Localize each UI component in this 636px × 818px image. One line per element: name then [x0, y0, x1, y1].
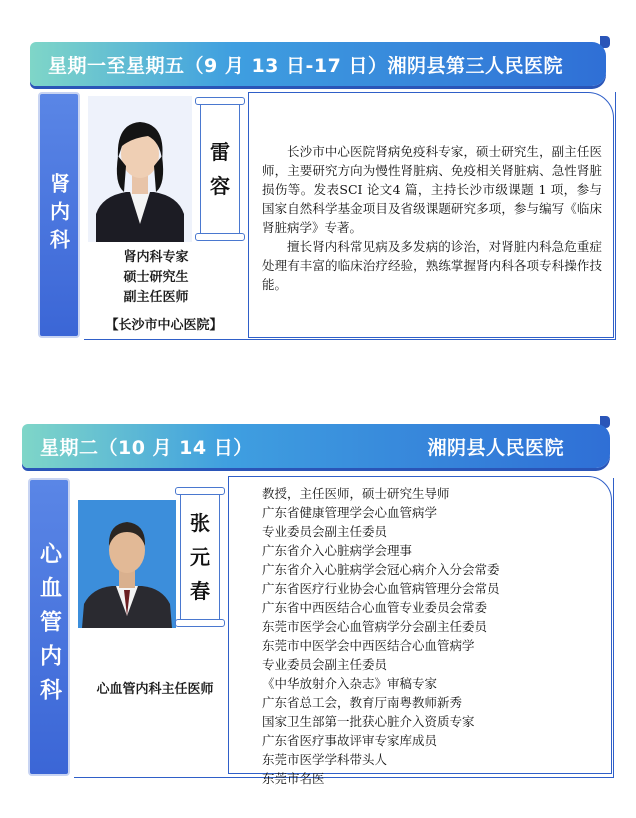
bio-line: 广东省介入心脏病学会理事 — [262, 543, 413, 558]
doctor-hospital: 【长沙市中心医院】 — [105, 318, 223, 333]
doctor-photo-lei-rong — [88, 96, 192, 242]
bio-line: 教授，主任医师，硕士研究生导师 — [262, 486, 450, 501]
doctor-titles — [80, 680, 230, 700]
doctor-name-scroll — [180, 490, 220, 624]
doctor-title-line: 硕士研究生 — [123, 270, 189, 285]
banner-date: 星期二（10 月 14 日） — [40, 436, 253, 459]
bio-line: 广东省总工会，教育厅南粤教师新秀 — [262, 695, 463, 710]
doctor-title-line: 肾内科专家 — [123, 250, 189, 265]
bio-line: 专业委员会副主任委员 — [262, 657, 388, 672]
doctor-bio — [262, 142, 602, 294]
bio-line: 东莞市医学会心血管病学分会副主任委员 — [262, 619, 488, 634]
bio-line: 广东省医疗行业协会心血管病管理分会常员 — [262, 581, 500, 596]
bio-line: 东莞市名医 — [262, 771, 325, 786]
bio-paragraph: 长沙市中心医院肾病免疫科专家，硕士研究生，副主任医师，主要研究方向为慢性肾脏病、免疫相关肾脏病、急性肾脏损伤等。发表SCI 论文4 篇，主持长沙市级课题 1 项，参与国家自然科学基金项目及省级课题研究多项，参与编写《临床肾脏病学》专著。 — [262, 144, 602, 235]
bio-line: 《中华放射介入杂志》审稿专家 — [262, 676, 438, 691]
banner-hospital: 湘阴县人民医院 — [427, 436, 564, 459]
department-label-nephrology: 肾内科 — [38, 92, 80, 338]
bio-line: 广东省中西医结合心血管专业委员会常委 — [262, 600, 488, 615]
schedule-banner-2 — [22, 424, 610, 468]
doctor-title-line: 心血管内科主任医师 — [96, 682, 214, 697]
bio-line: 广东省介入心脏病学会冠心病介入分会常委 — [262, 562, 500, 577]
department-label-cardiology: 心血管内科 — [28, 478, 70, 776]
doctor-title-line: 副主任医师 — [123, 290, 189, 305]
doctor-name-scroll — [200, 100, 240, 238]
doctor-name-char: 容 — [210, 174, 230, 198]
bio-line: 东莞市医学学科带头人 — [262, 752, 388, 767]
doctor-name-char: 张 — [190, 511, 210, 535]
bio-line: 专业委员会副主任委员 — [262, 524, 388, 539]
banner-title: 星期一至星期五（9 月 13 日-17 日）湘阴县第三人民医院 — [48, 54, 563, 77]
schedule-banner-1 — [30, 42, 606, 86]
doctor-name-char: 雷 — [210, 140, 230, 164]
doctor-photo-zhang-yuanchun — [78, 500, 176, 628]
bio-line: 广东省医疗事故评审专家库成员 — [262, 733, 438, 748]
doctor-name-char: 元 — [190, 545, 210, 569]
bio-paragraph: 擅长肾内科常见病及多发病的诊治，对肾脏内科急危重症处理有丰富的临床治疗经验，熟练掌握肾内科各项专科操作技能。 — [262, 239, 602, 292]
bio-line: 广东省健康管理学会心血管病学 — [262, 505, 438, 520]
bio-line: 国家卫生部第一批获心脏介入资质专家 — [262, 714, 475, 729]
doctor-name-char: 春 — [190, 579, 210, 603]
doctor-titles — [88, 248, 224, 308]
bio-line: 东莞市中医学会中西医结合心血管病学 — [262, 638, 475, 653]
doctor-bio-list — [262, 484, 602, 788]
